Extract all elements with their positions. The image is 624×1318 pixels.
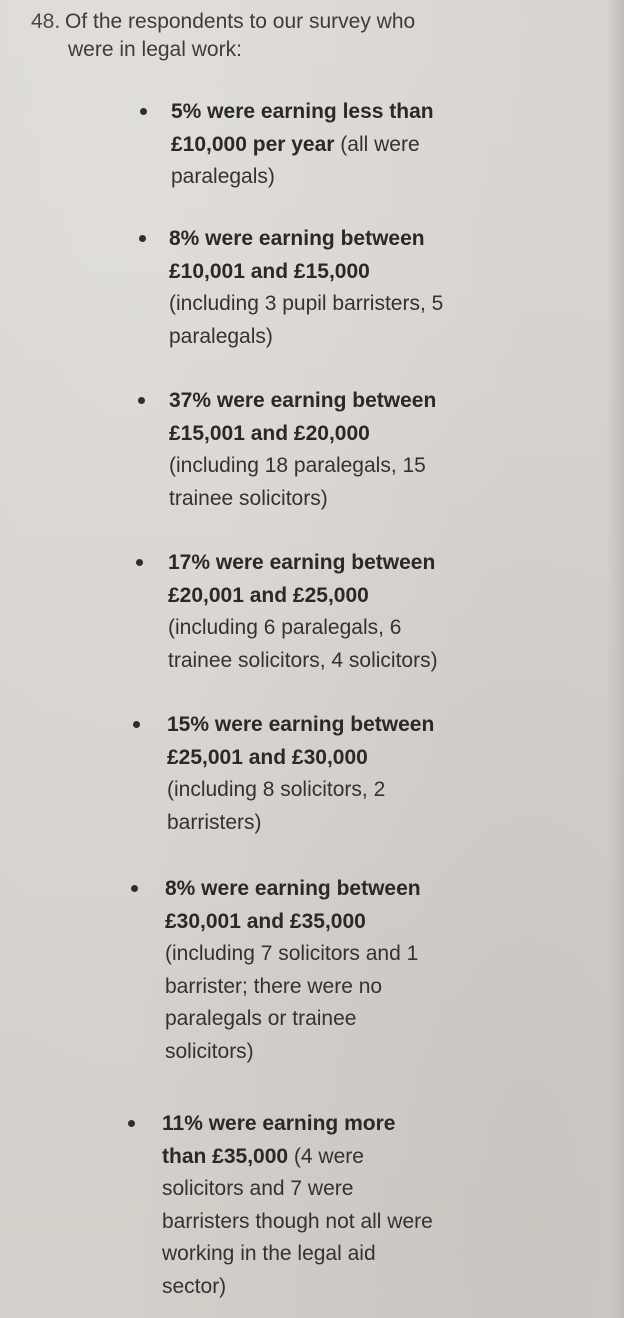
bullet-text-line: [162, 1206, 582, 1239]
text-run: solicitors): [165, 1039, 254, 1063]
bullet-dot-icon: [140, 108, 147, 115]
bullet-text-line: [168, 547, 588, 580]
bold-text-run: 5% were earning less than: [171, 100, 434, 123]
bullet-text-line: [169, 321, 589, 354]
text-run: (including 7 solicitors and 1: [165, 942, 419, 965]
bullet-text-line: [167, 774, 587, 807]
bullet-dot-icon: [131, 885, 138, 892]
bullet-text: [165, 873, 585, 1068]
bullet-text-line: [162, 1238, 582, 1271]
text-run: (4 were: [288, 1144, 364, 1168]
bullet-dot-icon: [128, 1120, 135, 1127]
bullet-text-line: [168, 580, 588, 613]
bullet-text: [169, 385, 589, 515]
bullet-text: [162, 1108, 582, 1303]
bullet-text: [169, 223, 589, 353]
bullet-text: [167, 709, 587, 839]
bullet-item: [167, 709, 587, 839]
bullet-text: [168, 547, 588, 677]
bold-text-run: £10,000 per year: [171, 132, 335, 156]
page-edge-shadow: [606, 0, 624, 1318]
text-run: paralegals): [169, 324, 273, 348]
bullet-text-line: [162, 1271, 582, 1304]
bullet-text-line: [168, 612, 588, 645]
text-run: paralegals or trainee: [165, 1007, 357, 1030]
bold-text-run: 8% were earning between: [165, 877, 421, 900]
text-run: (including 6 paralegals, 6: [168, 616, 402, 639]
text-run: sector): [162, 1274, 227, 1298]
bullet-dot-icon: [139, 235, 146, 242]
bullet-item: [171, 96, 591, 194]
text-run: barrister; there were no: [165, 974, 383, 998]
bullet-text-line: [165, 906, 585, 939]
bold-text-run: 37% were earning between: [169, 389, 437, 412]
bullet-text-line: [169, 418, 589, 451]
text-run: (including 3 pupil barristers, 5: [169, 292, 444, 315]
bullet-text-line: [162, 1141, 582, 1174]
bullet-item: [169, 223, 589, 353]
paragraph-number: 48.: [31, 10, 61, 33]
bullet-text-line: [169, 288, 589, 321]
bullet-text-line: [165, 873, 585, 906]
bullet-text-line: [167, 807, 587, 840]
bullet-item: [168, 547, 588, 677]
bullet-text-line: [169, 385, 589, 418]
bullet-text-line: [162, 1173, 582, 1206]
text-run: (including 8 solicitors, 2: [167, 778, 386, 801]
bold-text-run: 11% were earning more: [162, 1112, 396, 1135]
bold-text-run: £15,001 and £20,000: [169, 421, 370, 445]
bullet-item: [162, 1108, 582, 1303]
intro-line: were in legal work:: [68, 38, 242, 61]
bullet-text-line: [165, 1003, 585, 1036]
bullet-text-line: [167, 709, 587, 742]
bold-text-run: £20,001 and £25,000: [168, 583, 369, 607]
bullet-text-line: [167, 742, 587, 775]
text-run: trainee solicitors): [169, 486, 328, 510]
bold-text-run: 15% were earning between: [167, 713, 435, 736]
bullet-text-line: [165, 938, 585, 971]
bullet-text-line: [162, 1108, 582, 1141]
bullet-text-line: [169, 223, 589, 256]
bullet-text: [171, 96, 591, 194]
bold-text-run: £25,001 and £30,000: [167, 745, 368, 769]
paragraph-intro: [65, 8, 568, 64]
text-run: barristers though not all were: [162, 1209, 433, 1233]
bullet-item: [169, 385, 589, 515]
bold-text-run: £30,001 and £35,000: [165, 909, 366, 933]
text-run: barristers): [167, 810, 262, 834]
bullet-dot-icon: [133, 721, 140, 728]
bullet-text-line: [165, 971, 585, 1004]
text-run: paralegals): [171, 165, 275, 188]
bullet-text-line: [165, 1036, 585, 1069]
bold-text-run: than £35,000: [162, 1144, 289, 1168]
bullet-text-line: [171, 96, 591, 129]
bullet-text-line: [169, 256, 589, 289]
bold-text-run: 17% were earning between: [168, 551, 436, 574]
text-run: solicitors and 7 were: [162, 1177, 354, 1200]
text-run: trainee solicitors, 4 solicitors): [168, 648, 438, 672]
text-run: (including 18 paralegals, 15: [169, 454, 426, 477]
bullet-dot-icon: [136, 559, 143, 566]
bullet-text-line: [169, 483, 589, 516]
bold-text-run: 8% were earning between: [169, 227, 425, 250]
intro-line: Of the respondents to our survey who: [65, 10, 416, 33]
bullet-text-line: [171, 129, 591, 162]
bullet-item: [165, 873, 585, 1068]
bullet-dot-icon: [138, 397, 145, 404]
text-run: (all were: [334, 132, 420, 156]
bold-text-run: £10,001 and £15,000: [169, 259, 370, 283]
text-run: working in the legal aid: [162, 1242, 376, 1265]
bullet-text-line: [168, 645, 588, 678]
bullet-text-line: [171, 161, 591, 194]
bullet-text-line: [169, 450, 589, 483]
